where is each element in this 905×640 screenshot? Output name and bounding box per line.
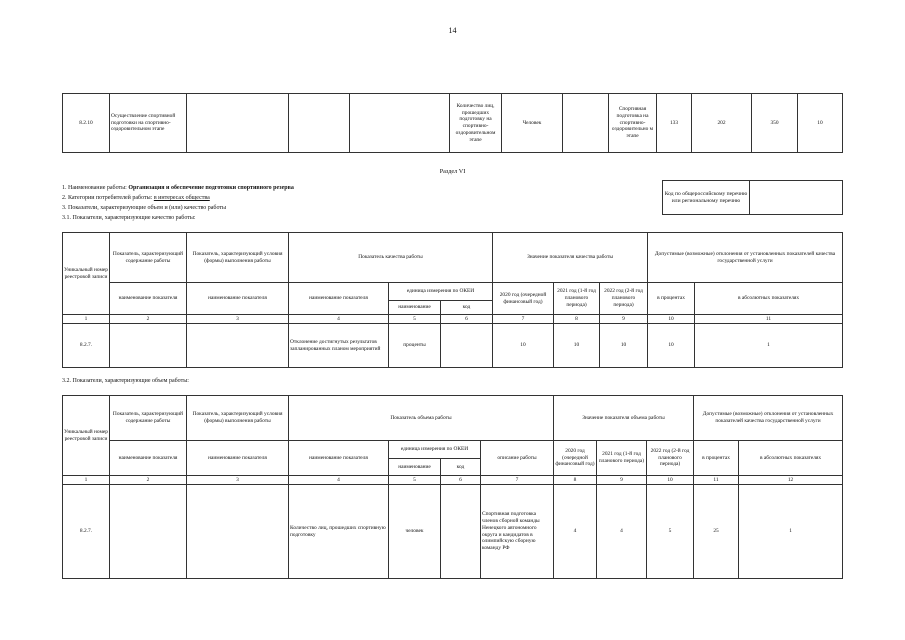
header-unit: единица измерения по ОКЕИ <box>389 441 481 459</box>
row-indicator: Количество лиц, прошедших спортивную подготовку <box>289 485 389 579</box>
work-name-label: 1. Наименование работы: <box>62 185 129 191</box>
header-description: описание работы <box>481 441 554 476</box>
table-row <box>63 324 843 368</box>
column-number: 10 <box>647 476 694 485</box>
header-name-indicator: наименование показателя <box>187 441 289 476</box>
empty-cell <box>110 485 187 579</box>
column-number: 2 <box>110 476 187 485</box>
column-number: 4 <box>289 476 389 485</box>
empty-cell <box>289 94 350 153</box>
column-number: 3 <box>187 315 289 324</box>
row-percent: 25 <box>694 485 739 579</box>
header-code: код <box>441 301 493 315</box>
header-code: код <box>441 459 481 476</box>
header-name-indicator: наименование показателя <box>110 283 187 315</box>
row-code: 8.2.10 <box>63 94 110 153</box>
header-name-indicator: наименование показателя <box>187 283 289 315</box>
consumers-line <box>62 195 210 201</box>
column-number: 8 <box>554 315 600 324</box>
header-conditions: Показатель, характеризующий условия (формы) выполнения работы <box>187 396 289 441</box>
header-conditions: Показатель, характеризующий условия (формы) выполнения работы <box>187 233 289 283</box>
row-value: 10 <box>798 94 843 153</box>
header-id: Уникальный номер реестровой записи <box>63 396 110 476</box>
work-name-value: Организация и обеспечение подготовки спортивного резерва <box>128 185 294 191</box>
column-number: 10 <box>648 315 695 324</box>
header-year-2020: 2020 год (очередной финансовый год) <box>493 283 554 315</box>
row-value-2020: 4 <box>554 485 597 579</box>
header-unit-name: наименование <box>389 459 441 476</box>
top-row-table <box>62 93 843 153</box>
row-id: 8.2.7. <box>63 324 110 368</box>
header-name-indicator: наименование показателя <box>289 441 389 476</box>
empty-cell <box>187 485 289 579</box>
row-id: 8.2.7. <box>63 485 110 579</box>
work-name-line <box>62 185 294 191</box>
header-name-indicator: наименование показателя <box>289 283 389 315</box>
quality-table <box>62 232 843 368</box>
header-absolute: в абсолютных показателях <box>739 441 843 476</box>
code-box-value <box>750 181 843 215</box>
row-indicator: Отклонение достигнутых результатов запланированных планом мероприятий <box>289 324 389 368</box>
row-indicator: Количество лиц, прошедших подготовку на спортивно-оздоровительном этапе <box>450 94 502 153</box>
table-row <box>63 485 843 579</box>
row-form: Спортивная подготовка на спортивно-оздоровительно м этапе <box>609 94 657 153</box>
indicators-line: 3. Показатели, характеризующие объем и (или) качество работы <box>62 205 227 211</box>
column-number: 7 <box>481 476 554 485</box>
volume-table <box>62 395 843 579</box>
row-unit: человек <box>389 485 441 579</box>
header-year-2020: 2020 год (очередной финансовый год) <box>554 441 597 476</box>
row-value: 350 <box>752 94 798 153</box>
row-value: 202 <box>692 94 752 153</box>
column-number: 9 <box>600 315 648 324</box>
column-number-row <box>63 476 843 485</box>
page-number: 14 <box>448 26 457 35</box>
header-year-2022: 2022 год (2-й год планового периода) <box>647 441 694 476</box>
consumers-value: в интересах общества <box>153 195 210 201</box>
header-id: Уникальный номер реестровой записи <box>63 233 110 315</box>
row-unit: Человек <box>502 94 563 153</box>
header-content: Показатель, характеризующий содержание работы <box>110 396 187 441</box>
row-unit: проценты <box>389 324 441 368</box>
header-year-2022: 2022 год (2-й год планового периода) <box>600 283 648 315</box>
empty-cell <box>563 94 609 153</box>
header-percent: в процентах <box>694 441 739 476</box>
column-number-row <box>63 315 843 324</box>
header-year-2021: 2021 год (1-й год планового периода) <box>597 441 647 476</box>
row-code <box>441 485 481 579</box>
column-number: 9 <box>597 476 647 485</box>
column-number: 7 <box>493 315 554 324</box>
empty-cell <box>187 324 289 368</box>
row-absolute: 1 <box>695 324 843 368</box>
column-number: 6 <box>441 315 493 324</box>
column-number: 12 <box>739 476 843 485</box>
empty-cell <box>187 94 289 153</box>
consumers-label: 2. Категории потребителей работы: <box>62 195 154 201</box>
header-values: Значение показателя объема работы <box>554 396 694 441</box>
row-value-2021: 4 <box>597 485 647 579</box>
column-number: 1 <box>63 315 110 324</box>
row-value-2022: 5 <box>647 485 694 579</box>
column-number: 3 <box>187 476 289 485</box>
header-deviation: Допустимые (возможные) отклонения от установленных показателей качества государственной услуги <box>648 233 843 283</box>
row-value-2021: 10 <box>554 324 600 368</box>
row-description: Спортивная подготовка членов сборной команды Ненецкого автономного округа и кандидатов в олимпийскую сборную команду РФ <box>481 485 554 579</box>
row-name: Осуществление спортивной подготовки на спортивно-оздоровительном этапе <box>110 94 187 153</box>
column-number: 2 <box>110 315 187 324</box>
row-value-2020: 10 <box>493 324 554 368</box>
code-box-label: Код по общероссийскому перечню или региональному перечню <box>663 181 750 215</box>
header-unit: единица измерения по ОКЕИ <box>389 283 493 301</box>
column-number: 11 <box>695 315 843 324</box>
header-values: Значение показателя качества работы <box>493 233 648 283</box>
header-name-indicator: наименование показателя <box>110 441 187 476</box>
header-quality: Показатель качества работы <box>289 233 493 283</box>
column-number: 4 <box>289 315 389 324</box>
section-title: Раздел VI <box>439 168 466 175</box>
header-absolute: в абсолютных показателях <box>695 283 843 315</box>
row-percent: 10 <box>648 324 695 368</box>
quality-heading: 3.1. Показатели, характеризующие качество работы: <box>62 215 196 221</box>
volume-heading: 3.2. Показатели, характеризующие объем работы: <box>62 378 189 384</box>
header-year-2021: 2021 год (1-й год планового периода) <box>554 283 600 315</box>
code-box <box>662 180 843 215</box>
column-number: 8 <box>554 476 597 485</box>
empty-cell <box>110 324 187 368</box>
row-value-2022: 10 <box>600 324 648 368</box>
row-code <box>441 324 493 368</box>
header-volume: Показатель объема работы <box>289 396 554 441</box>
header-content: Показатель, характеризующий содержание работы <box>110 233 187 283</box>
header-unit-name: наименование <box>389 301 441 315</box>
table-row <box>63 94 843 153</box>
empty-cell <box>350 94 450 153</box>
column-number: 1 <box>63 476 110 485</box>
header-percent: в процентах <box>648 283 695 315</box>
column-number: 11 <box>694 476 739 485</box>
column-number: 6 <box>441 476 481 485</box>
column-number: 5 <box>389 476 441 485</box>
header-deviation: Допустимые (возможные) отклонения от установленных показателей качества государственной услуги <box>694 396 843 441</box>
row-value: 133 <box>657 94 692 153</box>
column-number: 5 <box>389 315 441 324</box>
row-absolute: 1 <box>739 485 843 579</box>
